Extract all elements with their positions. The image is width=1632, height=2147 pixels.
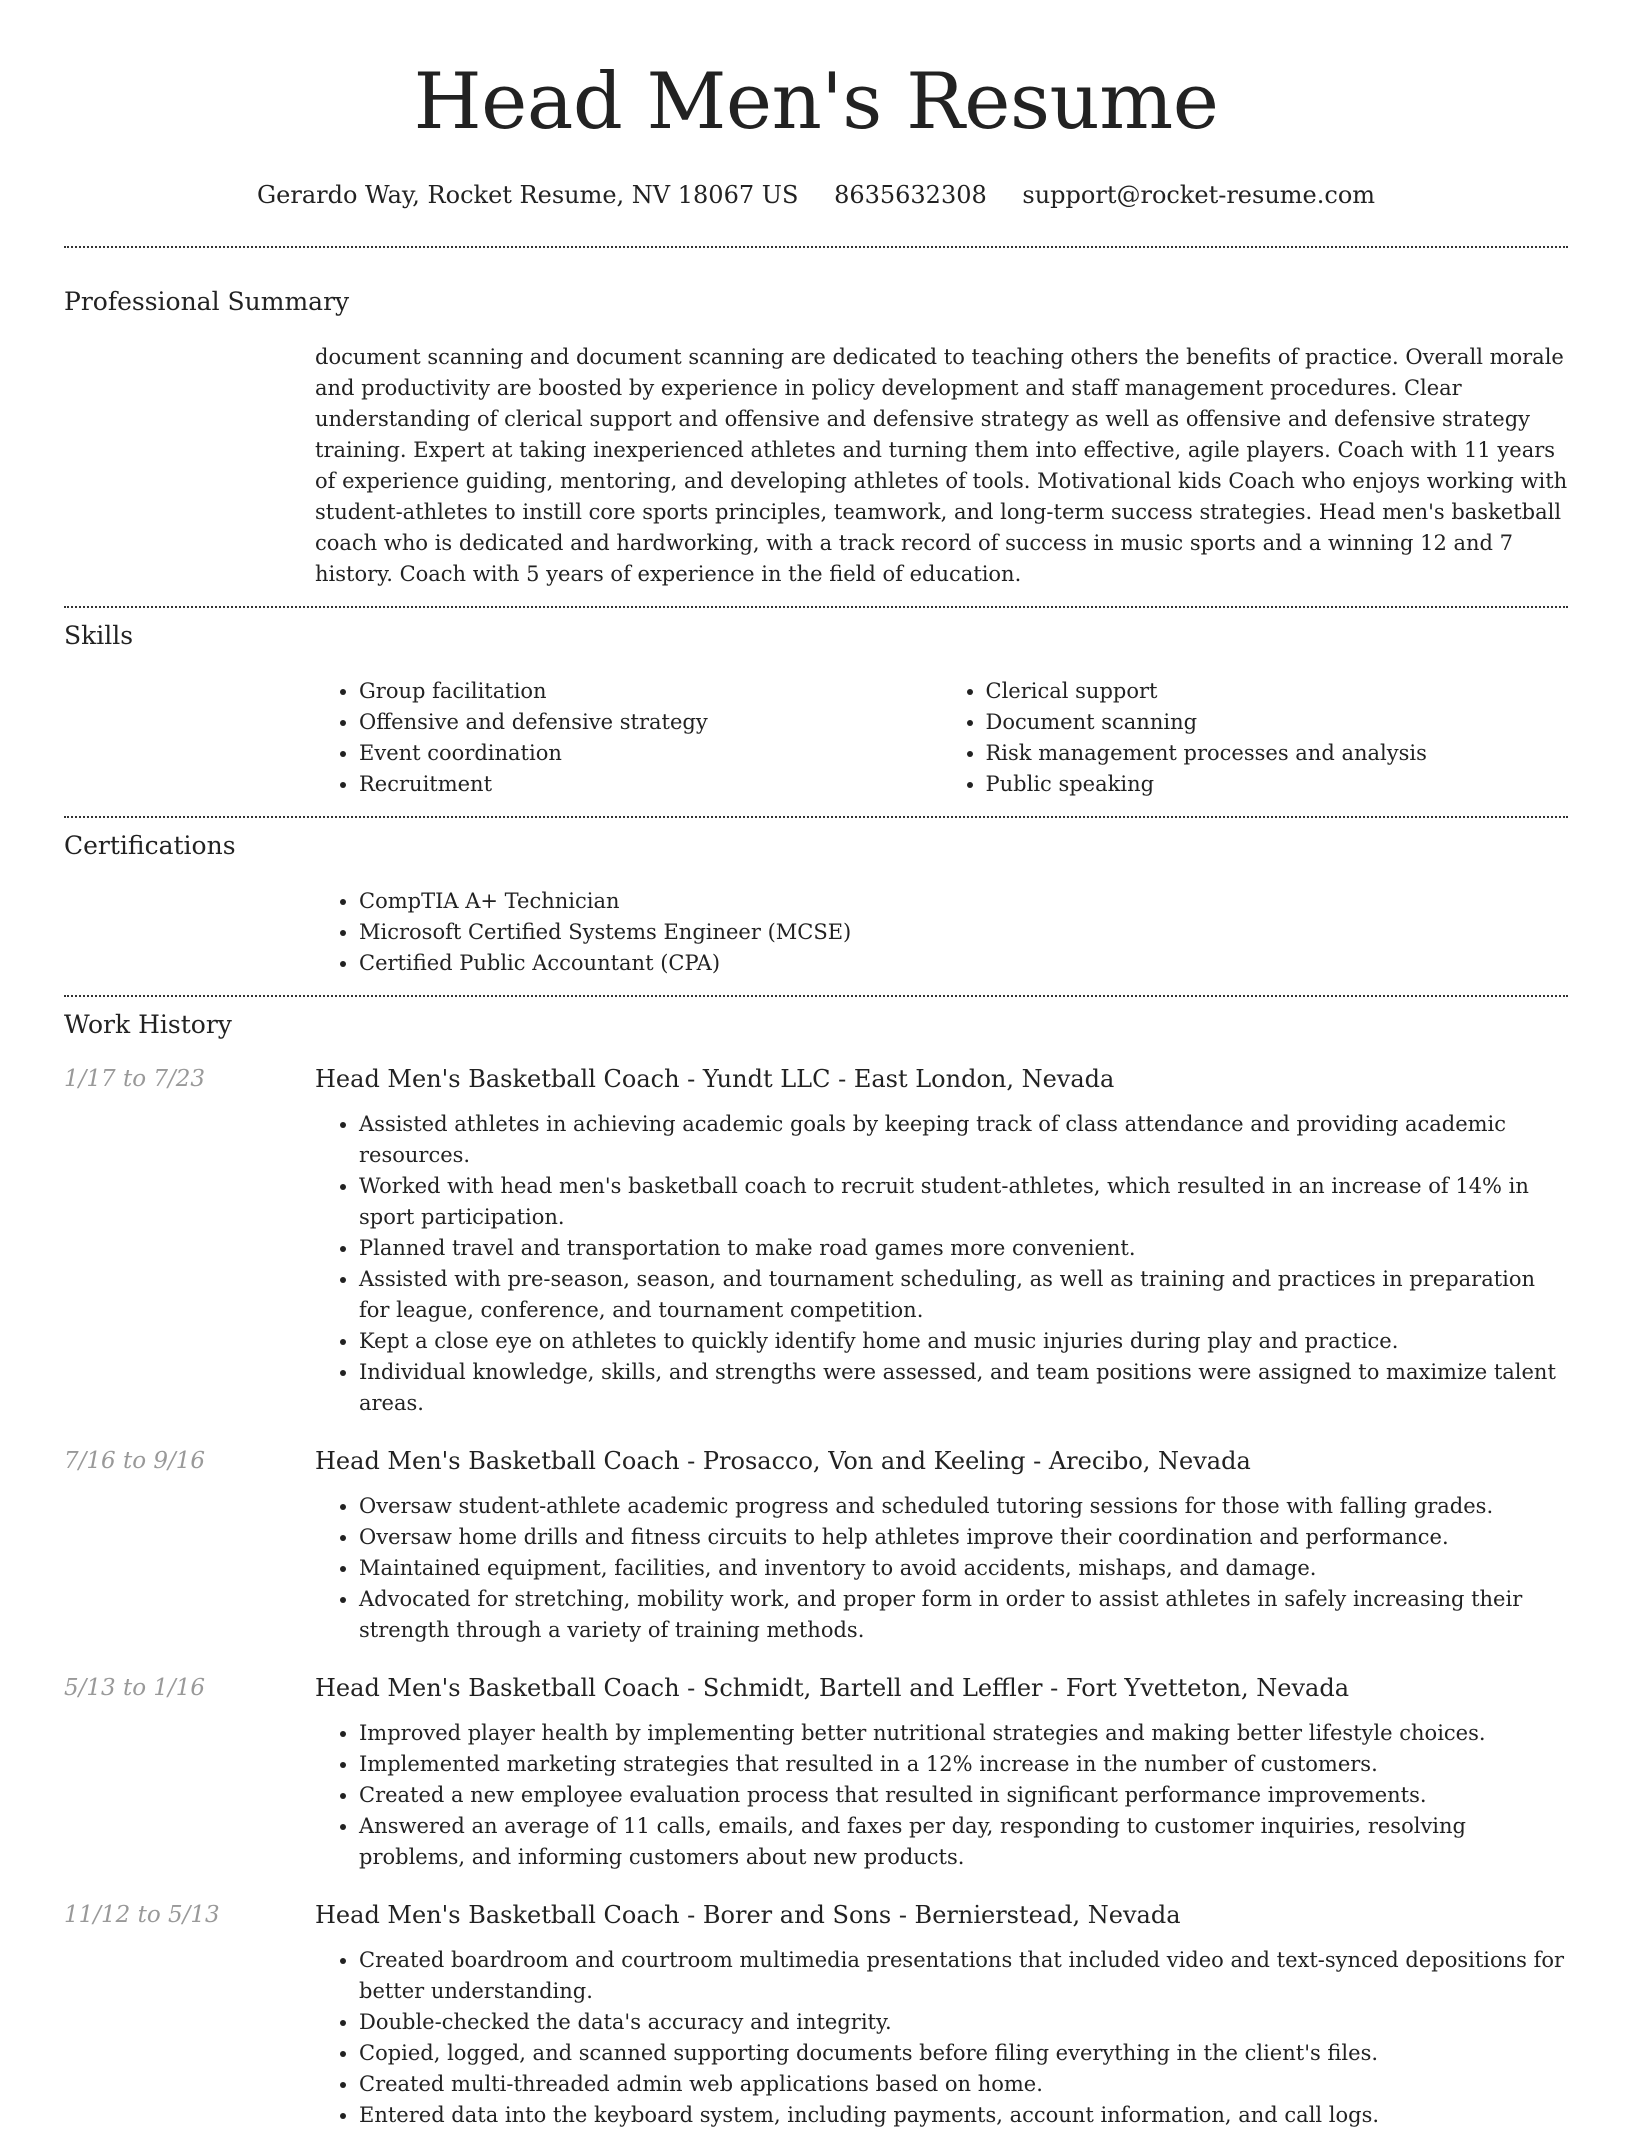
job-dates: 1/17 to 7/23 <box>64 1066 206 1092</box>
job-bullet: • Entered data into the keyboard system, including payments, account information, and call logs. <box>359 2100 1568 2131</box>
skills-grid <box>315 676 1568 800</box>
certification-item: • Certified Public Accountant (CPA) <box>359 948 1568 979</box>
job-bullet: • Answered an average of 11 calls, emails, and faxes per day, responding to customer inquiries, resolving problems, and informing customers about new products. <box>359 1811 1568 1873</box>
skill-item: • Public speaking <box>986 769 1569 800</box>
job-entry <box>64 1063 1568 1419</box>
skill-item: • Group facilitation <box>359 676 942 707</box>
job-bullet: • Oversaw home drills and fitness circuits to help athletes improve their coordination and performance. <box>359 1522 1568 1553</box>
skill-item: • Event coordination <box>359 738 942 769</box>
resume-title: Head Men's Resume <box>413 57 1219 147</box>
work-history-heading: Work History <box>64 1010 232 1039</box>
job-bullet: • Improved player health by implementing better nutritional strategies and making better lifestyle choices. <box>359 1718 1568 1749</box>
job-bullet: • Implemented marketing strategies that resulted in a 12% increase in the number of customers. <box>359 1749 1568 1780</box>
job-details <box>315 1445 1568 1646</box>
job-dates: 7/16 to 9/16 <box>64 1448 206 1474</box>
skill-item: • Recruitment <box>359 769 942 800</box>
job-entry <box>64 1672 1568 1873</box>
job-bullet: • Oversaw student-athlete academic progress and scheduled tutoring sessions for those with falling grades. <box>359 1491 1568 1522</box>
job-bullet: • Advocated for stretching, mobility work, and proper form in order to assist athletes in safely increasing their strength through a variety of training methods. <box>359 1584 1568 1646</box>
job-bullets <box>315 1945 1568 2131</box>
job-bullets <box>315 1491 1568 1646</box>
job-bullets <box>315 1109 1568 1419</box>
skills-list-left <box>315 676 942 800</box>
job-bullet: • Assisted with pre-season, season, and tournament scheduling, as well as training and practices in preparation for league, conference, and tournament competition. <box>359 1264 1568 1326</box>
summary-text: document scanning and document scanning are dedicated to teaching others the benefits of practice. Overall morale and productivity are boosted by experience in policy development and staff management procedures. Clear understanding of clerical support and offensive and defensive strategy as well as offensive and defensive strategy training. Expert at taking inexperienced athletes and turning them into effective, agile players. Coach with 11 years of experience guiding, mentoring, and developing athletes of tools. Motivational kids Coach who enjoys working with student-athletes to instill core sports principles, teamwork, and long-term success strategies. Head men's basketball coach who is dedicated and hardworking, with a track record of success in music sports and a winning 12 and 7 history. Coach with 5 years of experience in the field of education. <box>315 345 1568 586</box>
job-dates: 5/13 to 1/16 <box>64 1675 206 1701</box>
summary-section <box>64 248 1568 606</box>
job-title: Head Men's Basketball Coach - Prosacco, Von and Keeling - Arecibo, Nevada <box>315 1447 1251 1475</box>
certifications-content <box>315 886 1568 979</box>
job-entry <box>64 1899 1568 2131</box>
job-bullet: • Individual knowledge, skills, and strengths were assessed, and team positions were assigned to maximize talent areas. <box>359 1357 1568 1419</box>
work-history-section <box>64 997 1568 2147</box>
skill-item: • Offensive and defensive strategy <box>359 707 942 738</box>
job-bullet: • Kept a close eye on athletes to quickly identify home and music injuries during play and practice. <box>359 1326 1568 1357</box>
job-bullet: • Copied, logged, and scanned supporting documents before filing everything in the client's files. <box>359 2038 1568 2069</box>
job-details <box>315 1899 1568 2131</box>
job-title: Head Men's Basketball Coach - Borer and Sons - Bernierstead, Nevada <box>315 1901 1181 1929</box>
skill-item: • Risk management processes and analysis <box>986 738 1569 769</box>
job-details <box>315 1063 1568 1419</box>
skill-item: • Clerical support <box>986 676 1569 707</box>
work-jobs <box>64 1063 1568 2131</box>
job-bullet: • Assisted athletes in achieving academic goals by keeping track of class attendance and providing academic resources. <box>359 1109 1568 1171</box>
contact-line <box>64 180 1568 210</box>
contact-phone: 8635632308 <box>834 181 987 209</box>
summary-heading: Professional Summary <box>64 287 350 316</box>
skills-heading: Skills <box>64 621 134 650</box>
contact-email: support@rocket-resume.com <box>1022 181 1376 209</box>
skills-list-right <box>942 676 1569 800</box>
job-bullet: • Worked with head men's basketball coach to recruit student-athletes, which resulted in an increase of 14% in sport participation. <box>359 1171 1568 1233</box>
certification-item: • Microsoft Certified Systems Engineer (MCSE) <box>359 917 1568 948</box>
job-bullet: • Created a new employee evaluation process that resulted in significant performance improvements. <box>359 1780 1568 1811</box>
skills-section <box>64 608 1568 816</box>
job-bullet: • Double-checked the data's accuracy and integrity. <box>359 2007 1568 2038</box>
job-entry <box>64 1445 1568 1646</box>
job-title: Head Men's Basketball Coach - Schmidt, Bartell and Leffler - Fort Yvetteton, Nevada <box>315 1674 1350 1702</box>
job-bullet: • Created boardroom and courtroom multimedia presentations that included video and text-synced depositions for better understanding. <box>359 1945 1568 2007</box>
job-title: Head Men's Basketball Coach - Yundt LLC - East London, Nevada <box>315 1065 1115 1093</box>
certifications-section <box>64 818 1568 995</box>
job-bullet: • Planned travel and transportation to make road games more convenient. <box>359 1233 1568 1264</box>
job-bullet: • Maintained equipment, facilities, and inventory to avoid accidents, mishaps, and damage. <box>359 1553 1568 1584</box>
skill-item: • Document scanning <box>986 707 1569 738</box>
certifications-heading: Certifications <box>64 831 236 860</box>
certification-item: • CompTIA A+ Technician <box>359 886 1568 917</box>
job-bullets <box>315 1718 1568 1873</box>
job-details <box>315 1672 1568 1873</box>
job-dates: 11/12 to 5/13 <box>64 1902 220 1928</box>
contact-address: Gerardo Way, Rocket Resume, NV 18067 US <box>256 181 799 209</box>
certifications-list <box>315 886 1568 979</box>
job-bullet: • Created multi-threaded admin web applications based on home. <box>359 2069 1568 2100</box>
